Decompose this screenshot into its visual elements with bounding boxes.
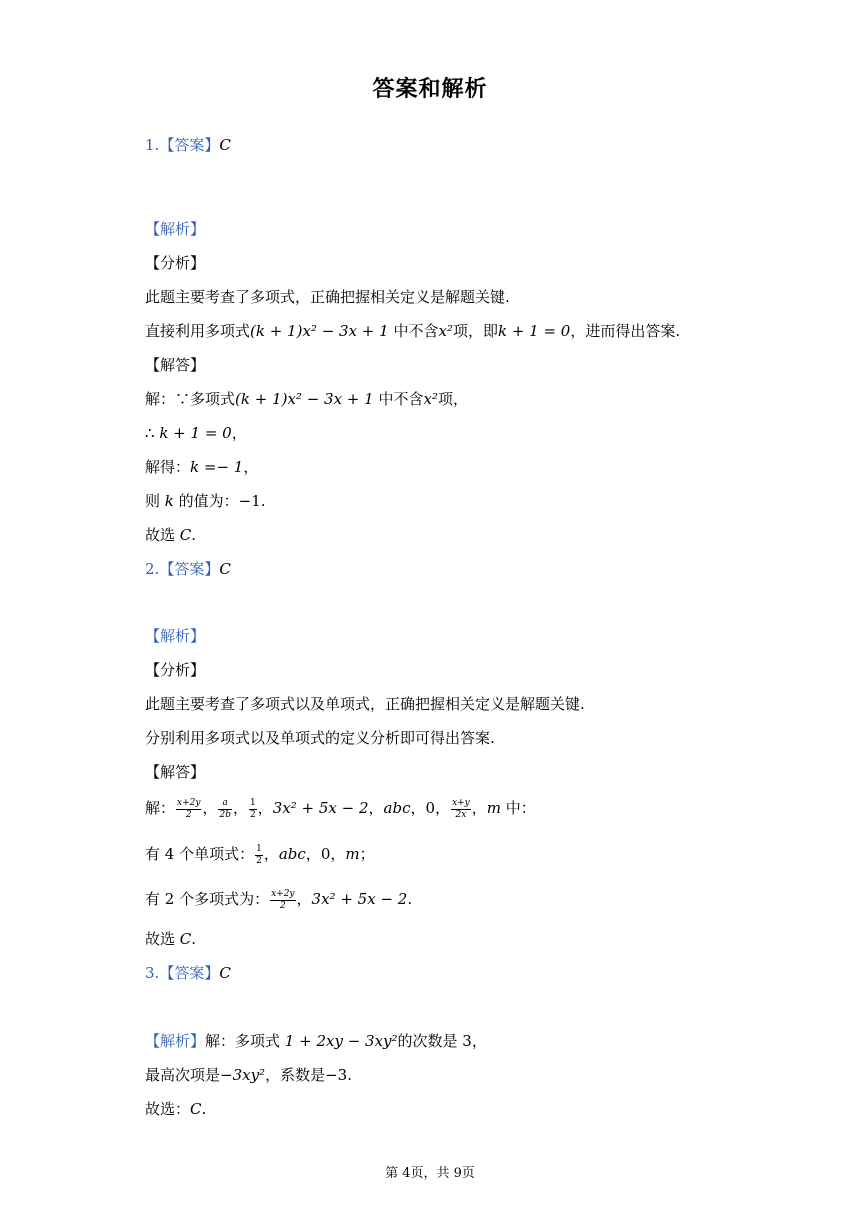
text: 中不含 (373, 390, 424, 408)
answer-tag: 【答案】 (159, 560, 220, 578)
answer-tag: 【答案】 (159, 964, 220, 982)
text: 故选： (145, 1100, 191, 1118)
math-variable: k (164, 492, 174, 510)
q1-jiexi-tag: 【解析】 (145, 220, 206, 238)
text: 中不含 (388, 322, 439, 340)
q1-analysis-2 (145, 320, 680, 342)
text: ，进而得出答案. (570, 322, 681, 340)
q3-step-1 (145, 1030, 487, 1052)
q2-fenxi-tag: 【分析】 (145, 661, 206, 679)
q2-analysis-1: 此题主要考查了多项式以及单项式，正确把握相关定义是解题关键. (145, 695, 585, 713)
text: 解：多项式 (205, 1032, 285, 1050)
question-number: 2. (145, 560, 160, 578)
denominator: 2 (185, 809, 192, 820)
text: . (347, 1066, 352, 1084)
text: 则 (145, 492, 165, 510)
numerator: a (218, 798, 232, 810)
q1-fenxi-tag: 【分析】 (145, 254, 206, 272)
page-footer: 第 4页，共 9页 (385, 1166, 475, 1181)
math-value: 0 (425, 799, 436, 817)
text: 的次数是 3， (397, 1032, 487, 1050)
text: 有 4 个单项式： (145, 845, 255, 863)
text: 故选 (145, 930, 180, 948)
answer-tag: 【答案】 (159, 136, 220, 154)
numerator: 1 (249, 797, 256, 808)
fraction (176, 798, 201, 821)
math-equation: k + 1 = 0 (159, 424, 232, 442)
jiexi-tag: 【解析】 (145, 1032, 206, 1050)
q3-answer-line (145, 962, 231, 984)
text: . (407, 890, 413, 908)
text: ，系数是 (265, 1066, 326, 1084)
q1-step-5 (145, 524, 196, 546)
q2-jieda-tag: 【解答】 (145, 763, 206, 781)
text: 解：∵多项式 (145, 390, 236, 408)
math-expression: 3x² + 5x − 2 (272, 799, 369, 817)
q3-step-2 (145, 1064, 352, 1086)
answer-letter: C (219, 964, 231, 982)
answer-letter: C (219, 136, 231, 154)
q1-step-4 (145, 490, 266, 512)
text: 最高次项是 (145, 1066, 221, 1084)
denominator: 2 (256, 855, 262, 866)
q2-step-4 (145, 928, 196, 950)
question-number: 1. (145, 136, 160, 154)
q1-jieda-tag: 【解答】 (145, 356, 206, 374)
fraction (451, 798, 471, 821)
fraction (270, 889, 295, 912)
math-term: x² (438, 322, 453, 340)
answer-letter: C (179, 930, 192, 948)
math-expression: (k + 1)x² − 3x + 1 (235, 390, 374, 408)
question-number: 3. (145, 964, 160, 982)
q1-analysis-1: 此题主要考查了多项式，正确把握相关定义是解题关键. (145, 288, 510, 306)
numerator: x+y (452, 797, 470, 808)
denominator: 2b (219, 809, 231, 820)
math-expression: 1 + 2xy − 3xy² (284, 1032, 398, 1050)
math-expression: abc (278, 845, 306, 863)
denominator: 2x (455, 809, 467, 820)
math-value: −1 (238, 492, 261, 510)
q2-step-3: 有 2 个多项式为： $\frac{x+2y}{2}$ ，3x² + 5x − 2. (145, 888, 413, 911)
text: 中： (505, 799, 536, 817)
numerator: 1 (256, 843, 262, 854)
math-expression: 3x² + 5x − 2 (311, 890, 408, 908)
text: . (191, 930, 197, 948)
fraction (255, 844, 263, 867)
q1-step-1 (145, 388, 468, 410)
math-expression: abc (383, 799, 411, 817)
math-variable: m (486, 799, 502, 817)
fraction (218, 798, 232, 821)
math-equation: k =− 1 (190, 458, 244, 476)
text: . (201, 1100, 207, 1118)
text: ， (243, 458, 259, 476)
q2-answer-line (145, 558, 231, 580)
math-equation: k + 1 = 0 (497, 322, 571, 340)
text: ∴ (145, 424, 160, 442)
text: 直接利用多项式 (145, 322, 251, 340)
text: 故选 (145, 526, 180, 544)
numerator: x+2y (177, 797, 201, 808)
text: . (191, 526, 197, 544)
q1-step-3 (145, 456, 258, 478)
q2-step-1: 解： $\frac{x+2y}{2}$ ， $\frac{a}{2b}$ ， $\frac{1}{2}$ ，3x² + 5x − 2，abc，0， $\frac{x+y}{2x}$ ，m 中： (145, 797, 536, 820)
text: . (260, 492, 266, 510)
page-title: 答案和解析 (372, 77, 488, 102)
text: ； (359, 845, 375, 863)
denominator: 2 (249, 809, 256, 820)
text: 项，即 (452, 322, 498, 340)
text: 有 2 个多项式为： (145, 890, 270, 908)
math-term: −3xy² (220, 1066, 266, 1084)
math-value: −3 (325, 1066, 348, 1084)
text: 解： (145, 799, 176, 817)
q2-step-2: 有 4 个单项式： $\frac{1}{2}$ ，abc，0，m； (145, 843, 375, 866)
math-term: x² (423, 390, 438, 408)
math-expression: (k + 1)x² − 3x + 1 (250, 322, 389, 340)
q2-jiexi-tag: 【解析】 (145, 627, 206, 645)
math-value: 0 (320, 845, 331, 863)
text: 项， (437, 390, 468, 408)
math-variable: m (345, 845, 360, 863)
fraction (249, 798, 257, 821)
q3-step-3 (145, 1098, 206, 1120)
text: 解得： (145, 458, 191, 476)
q1-step-2 (145, 422, 247, 444)
q1-answer-line (145, 134, 231, 156)
text: 的值为： (173, 492, 239, 510)
answer-letter: C (190, 1100, 202, 1118)
denominator: 2 (279, 900, 286, 911)
numerator: x+2y (271, 888, 295, 899)
text: ， (231, 424, 247, 442)
answer-letter: C (219, 560, 231, 578)
answer-letter: C (179, 526, 192, 544)
q2-analysis-2: 分别利用多项式以及单项式的定义分析即可得出答案. (145, 729, 495, 747)
